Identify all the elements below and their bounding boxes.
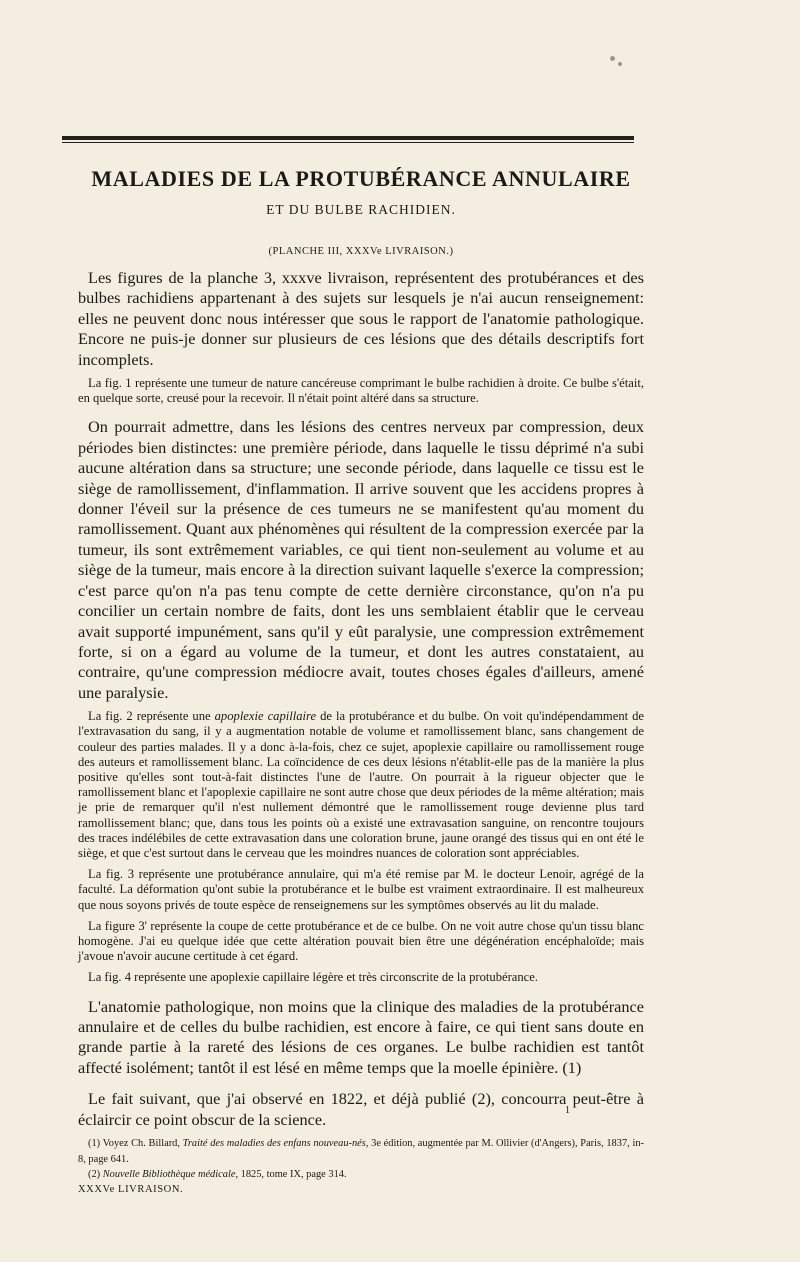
footnote-1-title: Traité des maladies des enfans nouveau-nés	[182, 1138, 366, 1150]
header-rule-thick	[62, 136, 634, 140]
paragraph-compression: On pourrait admettre, dans les lésions des centres nerveux par compression, deux périodes bien distinctes: une première période, dans laquelle le tissu déprimé n'a subi aucune altération dans sa structure; une seconde période, dans laquelle ce tissu est le siège de ramollissement, d'inflammation. Il arrive souvent que les accidens propres à donner l'éveil sur la présence de ces tumeurs ne se manifestent qu'au moment du ramollissement. Quant aux phénomènes qui résultent de la compression exercée par la tumeur, ils sont extrêmement variables, ce qui tient non-seulement au volume et au siège de la tumeur, mais encore à la direction suivant laquelle s'exerce la compression; c'est parce qu'on n'a pas tenu compte de cette dernière circonstance, qu'on n'a pu concilier un certain nombre de faits, dont les uns semblaient établir que le cerveau avait supporté impunément, sans qu'il y eût paralysie, une compression extrêmement forte, si on a égard au volume de la tumeur, et dont les autres constataient, au contraire, qu'une compression médiocre avait, toutes choses égales d'ailleurs, amené une paralysie.	[78, 417, 644, 702]
footnote-2	[78, 1167, 644, 1183]
footnote-1-text: (1) Voyez Ch. Billard,	[88, 1138, 183, 1150]
paragraph-fig-2-emphasis: apoplexie capillaire	[214, 709, 317, 724]
footnote-2-text-cont: , 1825, tome IX, page 314.	[235, 1169, 347, 1181]
paragraph-intro: Les figures de la planche 3, xxxve livraison, représentent des protubérances et des bulbes rachidiens appartenant à des sujets sur lesquels je n'ai aucun renseignement: elles ne peuvent donc nous intéresser que sous le rapport de l'anatomie pathologique. Encore ne puis-je donner sur plusieurs de ces lésions que des détails descriptifs fort incomplets.	[78, 268, 644, 369]
plate-reference: (PLANCHE III, XXXVe LIVRAISON.)	[268, 246, 454, 257]
header-rule-thin	[62, 142, 634, 143]
paragraph-case-intro: Le fait suivant, que j'ai observé en 1822, et déjà publié (2), concourra peut-être à éclaircir ce point obscur de la science.	[78, 1089, 644, 1129]
header-rule	[62, 136, 634, 143]
page-number: 1	[565, 1105, 570, 1116]
paragraph-fig-3-prime: La figure 3' représente la coupe de cette protubérance et de ce bulbe. On ne voit autre chose qu'un tissu blanc homogène. J'ai eu quelque idée que cette altération pouvait bien être une dégénération encéphaloïde; mais j'avoue n'avoir aucune certitude à cet égard.	[78, 918, 644, 964]
paragraph-fig-2-text: La fig. 2 représente une	[88, 709, 215, 724]
paragraph-fig-3: La fig. 3 représente une protubérance annulaire, qui m'a été remise par M. le docteur Lenoir, agrégé de la faculté. La déformation qu'ont subie la protubérance et le bulbe est vraiment extraordinaire. Il est malheureux que nous soyons privés de toute espèce de renseignemens sur les symptômes observés au lit du malade.	[78, 867, 644, 912]
footnote-2-title: Nouvelle Bibliothèque médicale	[102, 1169, 236, 1181]
document-body	[78, 160, 644, 1195]
paragraph-fig-2	[78, 709, 644, 861]
livraison-mark: XXXVe LIVRAISON.	[78, 1183, 184, 1195]
paper-speck	[618, 62, 622, 66]
footnote-2-text: (2)	[88, 1169, 103, 1181]
paragraph-fig-1: La fig. 1 représente une tumeur de nature cancéreuse comprimant le bulbe rachidien à droite. Ce bulbe s'était, en quelque sorte, creusé pour la recevoir. Il n'était point altéré dans sa structure.	[78, 376, 644, 406]
page-subtitle: ET DU BULBE RACHIDIEN.	[266, 202, 456, 217]
paper-speck	[610, 56, 615, 61]
page-title: MALADIES DE LA PROTUBÉRANCE ANNULAIRE	[91, 166, 631, 191]
footnote-1	[78, 1136, 644, 1167]
paragraph-anatomy: L'anatomie pathologique, non moins que la clinique des maladies de la protubérance annulaire et de celles du bulbe rachidien, est encore à faire, ce qui tient sans doute en grande partie à la rareté des lésions de ces organes. Le bulbe rachidien est tantôt affecté isolément; tantôt il est lésé en même temps que la moelle épinière. (1)	[78, 996, 644, 1077]
footnote-1-text-cont: , 3e édition, augmentée par M. Ollivier (d'Angers), Paris, 1837, in-8, page 641.	[78, 1138, 644, 1165]
paragraph-fig-2-text-cont: de la protubérance et du bulbe. On voit qu'indépendamment de l'extravasation du sang, il y a augmentation notable de volume et ramollissement blanc, sans changement de couleur des parties malades. Il y a donc à-la-fois, chez ce sujet, apoplexie capillaire ou ramollissement rouge des auteurs et ramollissement blanc. La coïncidence de ces deux lésions n'établit-elle pas de la manière la plus positive qu'elles sont tout-à-fait distinctes l'une de l'autre. On pourrait à la rigueur objecter que le ramollissement blanc et l'apoplexie capillaire ne sont autre chose que deux périodes de la même altération; mais je prie de remarquer qu'il n'est nullement démontré que le ramollissement rouge devienne plus tard ramollissement blanc; que, dans tous les points où a existé une extravasation sanguine, on rencontre toujours des traces indélébiles de cette extravasation dans une coloration brune, jaune orangé des tissus qui en ont été le siège, et que c'est surtout dans le cerveau que les moindres nuances de coloration sont appréciables.	[78, 709, 644, 860]
paragraph-fig-4: La fig. 4 représente une apoplexie capillaire légère et très circonscrite de la protubérance.	[88, 970, 538, 985]
